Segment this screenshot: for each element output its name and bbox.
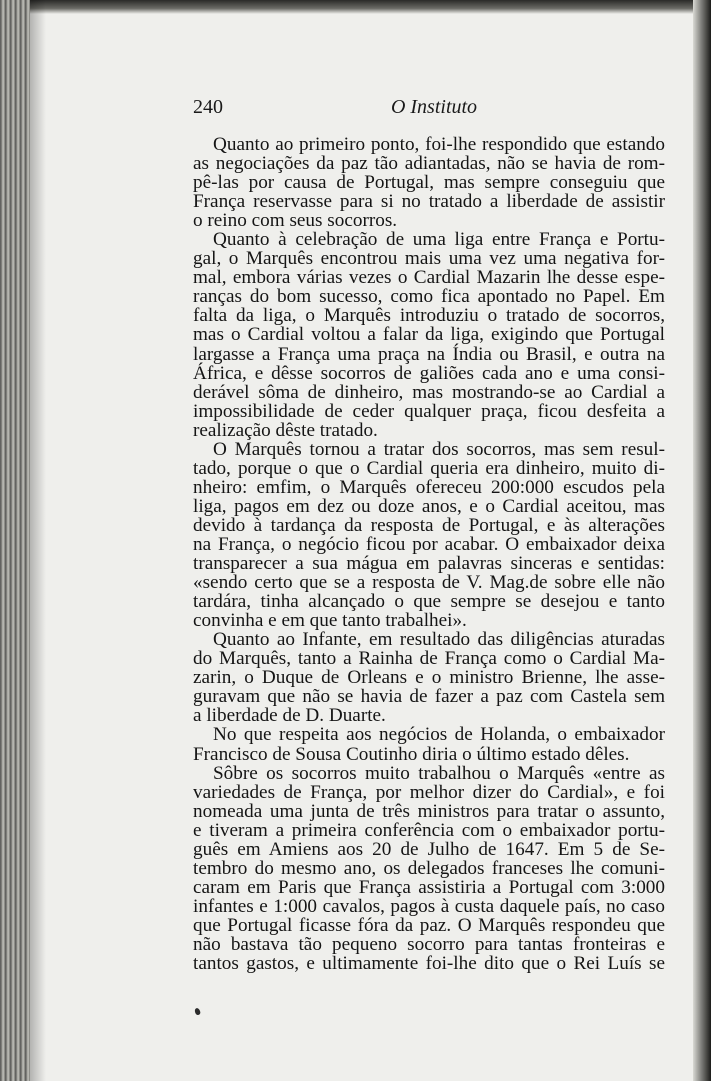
text-line: tembro do mesmo ano, os delegados franceses lhe comuni- [193, 857, 665, 879]
text-line: África, e dêsse socorros de galiões cada ano e uma consi- [193, 362, 665, 384]
running-title: O Instituto [390, 96, 478, 118]
text-line: nomeada uma junta de três ministros para tratar o assunto, [193, 800, 665, 822]
text-line: tado, porque o que o Cardial queria era dinheiro, muito di- [193, 457, 665, 479]
text-line: caram em Paris que França assistiria a Portugal com 3:000 [193, 876, 665, 898]
text-line: do Marquês, tanto a Rainha de França como o Cardial Ma- [193, 648, 665, 670]
text-line: impossibilidade de ceder qualquer praça, ficou desfeita a [193, 400, 665, 422]
body-text [193, 135, 665, 973]
text-line: gal, o Marquês encontrou mais uma vez uma negativa for- [193, 248, 665, 270]
text-line: não bastava tão pequeno socorro para tantas fronteiras e [193, 933, 665, 955]
text-line: convinha e em que tanto trabalhei». [193, 610, 467, 632]
text-line: pê-las por causa de Portugal, mas sempre conseguiu que [193, 172, 665, 194]
text-line: variedades de França, por melhor dizer do Cardial», e foi [193, 781, 665, 803]
text-line: tardára, tinha alcançado o que sempre se desejou e tanto [193, 591, 665, 613]
text-line: a liberdade de D. Duarte. [193, 705, 386, 727]
text-line: França reservasse para si no tratado a liberdade de assistir [193, 191, 665, 213]
page-right-edge [693, 0, 711, 1081]
text-line: liga, pagos em dez ou doze anos, e o Cardial aceitou, mas [193, 495, 665, 517]
text-line: ranças do bom sucesso, como fica apontado no Papel. Em [193, 286, 665, 308]
text-line: derável sôma de dinheiro, mas mostrando-se ao Cardial a [193, 381, 665, 403]
text-line: o reino com seus socorros. [193, 210, 398, 232]
page-number: 240 [193, 96, 223, 118]
text-line: zarin, o Duque de Orleans e o ministro Brienne, lhe asse- [193, 667, 665, 689]
text-line: Sôbre os socorros muito trabalhou o Marquês «entre as [213, 762, 665, 784]
text-line: mal, embora várias vezes o Cardial Mazarin lhe desse espe- [193, 267, 665, 289]
ink-speck [194, 1007, 201, 1015]
text-line: e tiveram a primeira conferência com o embaixador portu- [193, 819, 665, 841]
text-line: largasse a França uma praça na Índia ou Brasil, e outra na [193, 343, 665, 365]
text-line: Quanto à celebração de uma liga entre França e Portu- [213, 229, 665, 251]
text-line: Francisco de Sousa Coutinho diria o último estado dêles. [193, 743, 630, 765]
text-line: falta da liga, o Marquês introduziu o tratado de socorros, [193, 305, 665, 327]
text-line: tantos gastos, e ultimamente foi-lhe dito que o Rei Luís se [193, 953, 665, 975]
text-line: devido à tardança da resposta de Portugal, e às alterações [193, 514, 665, 536]
text-line: nheiro: emfim, o Marquês ofereceu 200:000 escudos pela [193, 476, 665, 498]
text-line: que Portugal ficasse fóra da paz. O Marquês respondeu que [193, 914, 665, 936]
text-line: O Marquês tornou a tratar dos socorros, mas sem resul- [213, 438, 665, 460]
page-top-edge [0, 0, 711, 14]
text-line: realização dêste tratado. [193, 419, 378, 441]
text-line: mas o Cardial voltou a falar da liga, exigindo que Portugal [193, 324, 665, 346]
text-line: infantes e 1:000 cavalos, pagos à custa daquele país, no caso [193, 895, 665, 917]
text-line: No que respeita aos negócios de Holanda, o embaixador [213, 724, 665, 746]
text-line: na França, o negócio ficou por acabar. O embaixador deixa [193, 533, 665, 555]
running-head [193, 96, 665, 120]
text-line: as negociações da paz tão adiantadas, não se havia de rom- [193, 153, 665, 175]
page-gutter [0, 0, 30, 1081]
text-line: transparecer a sua mágua em palavras sinceras e sentidas: [193, 553, 665, 575]
text-line: «sendo certo que se a resposta de V. Mag.de sobre elle não [193, 572, 665, 594]
text-line: guês em Amiens aos 20 de Julho de 1647. Em 5 de Se- [193, 838, 665, 860]
text-line: Quanto ao primeiro ponto, foi-lhe respondido que estando [213, 134, 665, 155]
text-line: guravam que não se havia de fazer a paz com Castela sem [193, 686, 665, 708]
text-line: Quanto ao Infante, em resultado das diligências aturadas [213, 629, 665, 651]
